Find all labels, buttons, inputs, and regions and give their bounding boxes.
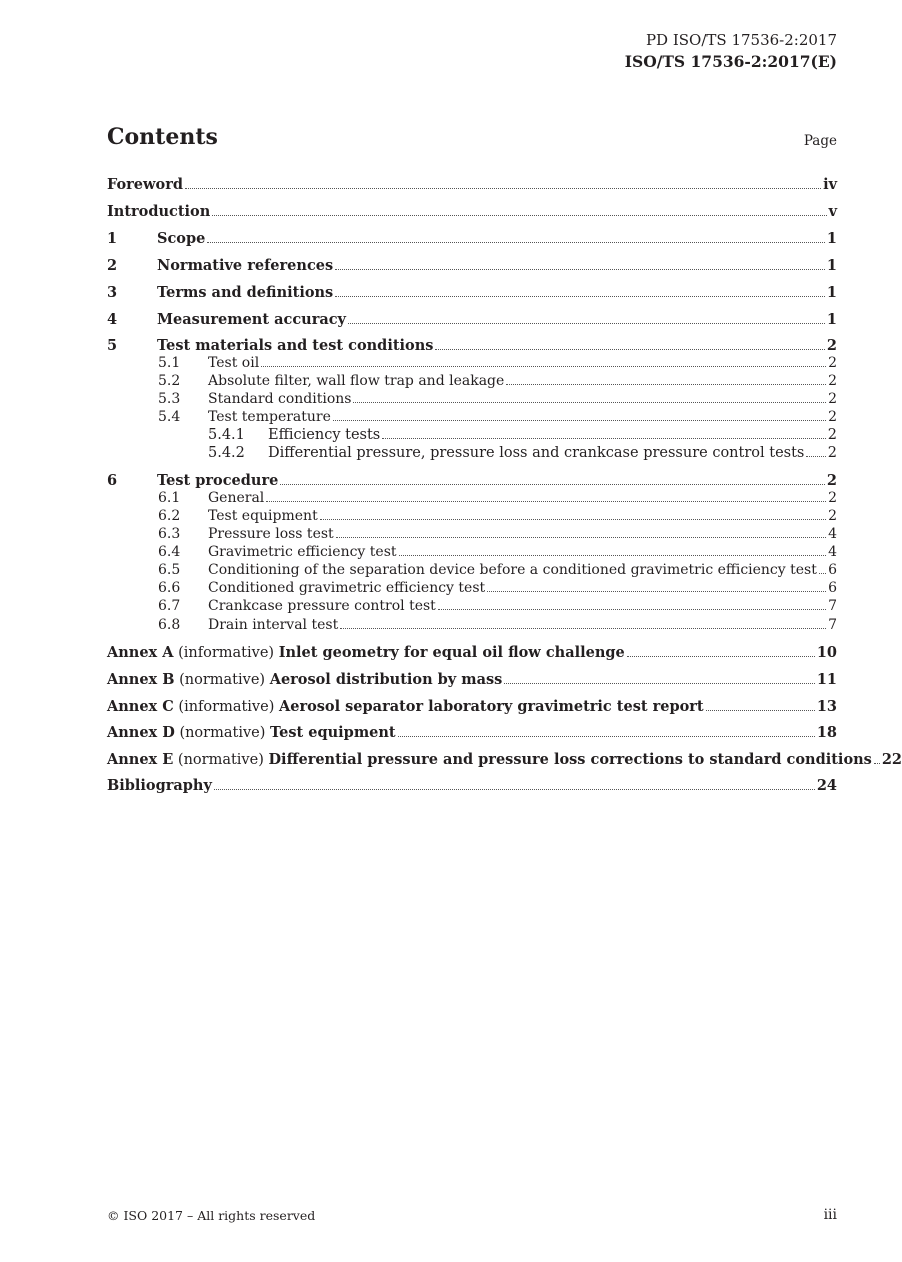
toc-page-number: 1 <box>826 257 837 274</box>
dot-leader <box>706 709 815 711</box>
toc-page-number: 2 <box>828 355 837 371</box>
toc-number: 5.3 <box>158 391 181 407</box>
toc-number: 6.5 <box>158 562 181 578</box>
toc-title: Conditioned gravimetric efficiency test <box>208 580 486 596</box>
dot-leader <box>185 187 821 189</box>
dot-leader <box>398 735 815 737</box>
toc-number: 5.4 <box>158 409 181 425</box>
dot-leader <box>280 483 825 485</box>
toc-number: 5 <box>107 337 118 354</box>
document-reference-iso: ISO/TS 17536-2:2017(E) <box>624 52 837 71</box>
dot-leader <box>348 322 825 324</box>
dot-leader <box>214 788 815 790</box>
dot-leader <box>261 365 826 367</box>
toc-number: 3 <box>107 284 118 301</box>
toc-entry[interactable] <box>107 203 837 220</box>
toc-page-number: 18 <box>816 724 837 741</box>
toc-page-number: 2 <box>828 391 837 407</box>
toc-annex-entry[interactable] <box>107 751 902 768</box>
toc-page-number: 7 <box>828 617 837 633</box>
toc-title: Test equipment <box>270 724 396 741</box>
toc-title: Pressure loss test <box>208 526 334 542</box>
toc-entry[interactable] <box>107 311 837 328</box>
annex-kind: (normative) <box>179 672 266 688</box>
dot-leader <box>353 401 826 403</box>
toc-title: Crankcase pressure control test <box>208 598 436 614</box>
dot-leader <box>207 241 825 243</box>
annex-kind: (normative) <box>179 725 266 741</box>
toc-entry[interactable] <box>107 777 837 794</box>
toc-number: 6.3 <box>158 526 181 542</box>
dot-leader <box>336 536 826 538</box>
toc-entry[interactable] <box>107 472 837 489</box>
toc-title: Measurement accuracy <box>157 311 346 328</box>
toc-title: Scope <box>157 230 206 247</box>
toc-entry[interactable] <box>107 562 837 578</box>
toc-number: 4 <box>107 311 118 328</box>
dot-leader <box>438 608 826 610</box>
toc-title: Conditioning of the separation device before a conditioned gravimetric efficiency test <box>208 562 817 578</box>
toc-number: 2 <box>107 257 118 274</box>
toc-entry[interactable] <box>107 427 837 443</box>
toc-page-number: 2 <box>827 445 837 461</box>
toc-entry[interactable] <box>107 409 837 425</box>
toc-page-number: 1 <box>826 284 837 301</box>
toc-title: Inlet geometry for equal oil flow challenge <box>278 644 625 661</box>
annex-kind: (informative) <box>178 645 275 661</box>
dot-leader <box>340 627 826 629</box>
annex-kind: (informative) <box>178 699 275 715</box>
toc-annex-entry[interactable] <box>107 644 837 661</box>
dot-leader <box>627 655 815 657</box>
copyright-notice: © ISO 2017 – All rights reserved <box>107 1208 316 1223</box>
toc-number: 6.7 <box>158 598 181 614</box>
toc-entry[interactable] <box>107 373 837 389</box>
toc-title: Test oil <box>208 355 260 371</box>
toc-number: 6.8 <box>158 617 181 633</box>
toc-entry[interactable] <box>107 176 837 193</box>
toc-page-number: 2 <box>828 490 837 506</box>
dot-leader <box>435 348 824 350</box>
dot-leader <box>333 419 826 421</box>
toc-page-number: 1 <box>826 230 837 247</box>
annex-label: Annex A <box>107 644 174 661</box>
toc-title: Bibliography <box>107 777 212 794</box>
contents-heading: Contents <box>107 124 218 150</box>
toc-entry[interactable] <box>107 284 837 301</box>
toc-title: Drain interval test <box>208 617 339 633</box>
toc-title: Introduction <box>107 203 211 220</box>
toc-number: 5.2 <box>158 373 181 389</box>
toc-number: 6.4 <box>158 544 181 560</box>
toc-number: 5.4.2 <box>208 445 245 461</box>
toc-entry[interactable] <box>107 508 837 524</box>
toc-title: Standard conditions <box>208 391 352 407</box>
annex-label: Annex E <box>107 751 174 768</box>
toc-number: 6.1 <box>158 490 181 506</box>
toc-title: Efficiency tests <box>268 427 381 443</box>
toc-entry[interactable] <box>107 337 837 354</box>
toc-entry[interactable] <box>107 490 837 506</box>
dot-leader <box>399 554 827 556</box>
toc-entry[interactable] <box>107 617 837 633</box>
toc-page-number: 2 <box>827 427 837 443</box>
dot-leader <box>212 214 826 216</box>
dot-leader <box>266 500 826 502</box>
toc-entry[interactable] <box>107 580 837 596</box>
toc-entry[interactable] <box>107 598 837 614</box>
toc-page-number: 2 <box>828 508 837 524</box>
toc-title: Aerosol separator laboratory gravimetric test report <box>278 698 704 715</box>
dot-leader <box>874 762 880 764</box>
toc-number: 5.1 <box>158 355 181 371</box>
dot-leader <box>487 590 826 592</box>
toc-title: Foreword <box>107 176 183 193</box>
toc-title: Terms and definitions <box>157 284 334 301</box>
toc-page-number: 2 <box>828 373 837 389</box>
toc-number: 6.6 <box>158 580 181 596</box>
toc-page-number: 7 <box>828 598 837 614</box>
toc-page-number: 4 <box>828 544 837 560</box>
toc-entry[interactable] <box>107 391 837 407</box>
toc-title: Test procedure <box>157 472 279 489</box>
toc-page-number: 6 <box>828 562 837 578</box>
dot-leader <box>504 682 814 684</box>
toc-entry[interactable] <box>107 230 837 247</box>
toc-title: Gravimetric efficiency test <box>208 544 397 560</box>
toc-entry[interactable] <box>107 526 837 542</box>
toc-page-number: 2 <box>828 409 837 425</box>
toc-page-number: 6 <box>828 580 837 596</box>
toc-page-number: 4 <box>828 526 837 542</box>
toc-title: Normative references <box>157 257 334 274</box>
dot-leader <box>819 572 826 574</box>
annex-label: Annex D <box>107 724 175 741</box>
toc-entry[interactable] <box>107 544 837 560</box>
toc-title: Test temperature <box>208 409 331 425</box>
toc-annex-entry[interactable] <box>107 671 837 688</box>
toc-annex-entry[interactable] <box>107 698 837 715</box>
toc-annex-entry[interactable] <box>107 724 837 741</box>
annex-label: Annex B <box>107 671 175 688</box>
toc-title: Differential pressure, pressure loss and crankcase pressure control tests <box>268 445 805 461</box>
dot-leader <box>335 268 825 270</box>
page-number: iii <box>823 1207 837 1223</box>
toc-entry[interactable] <box>107 355 837 371</box>
toc-title: Differential pressure and pressure loss corrections to standard conditions <box>268 751 872 768</box>
toc-title: Absolute filter, wall flow trap and leakage <box>208 373 505 389</box>
toc-page-number: 2 <box>826 472 837 489</box>
dot-leader <box>335 295 825 297</box>
toc-page-number: 24 <box>816 777 837 794</box>
toc-title: Aerosol distribution by mass <box>269 671 503 688</box>
page-column-label: Page <box>803 133 837 149</box>
toc-entry[interactable] <box>107 445 837 461</box>
toc-page-number: 2 <box>826 337 837 354</box>
dot-leader <box>506 383 826 385</box>
toc-number: 6 <box>107 472 118 489</box>
dot-leader <box>382 437 826 439</box>
toc-page-number: 11 <box>816 671 837 688</box>
toc-number: 5.4.1 <box>208 427 245 443</box>
annex-label: Annex C <box>107 698 174 715</box>
toc-page-number: iv <box>823 176 837 193</box>
toc-page-number: 10 <box>816 644 837 661</box>
toc-title: Test materials and test conditions <box>157 337 434 354</box>
dot-leader <box>806 455 825 457</box>
toc-title: Test equipment <box>208 508 318 524</box>
annex-kind: (normative) <box>177 752 264 768</box>
dot-leader <box>320 518 826 520</box>
toc-page-number: v <box>828 203 837 220</box>
toc-number: 1 <box>107 230 118 247</box>
toc-entry[interactable] <box>107 257 837 274</box>
toc-number: 6.2 <box>158 508 181 524</box>
document-reference-pd: PD ISO/TS 17536-2:2017 <box>645 31 837 49</box>
toc-page-number: 1 <box>826 311 837 328</box>
toc-page-number: 13 <box>816 698 837 715</box>
toc-page-number: 22 <box>881 751 902 768</box>
toc-title: General <box>208 490 265 506</box>
